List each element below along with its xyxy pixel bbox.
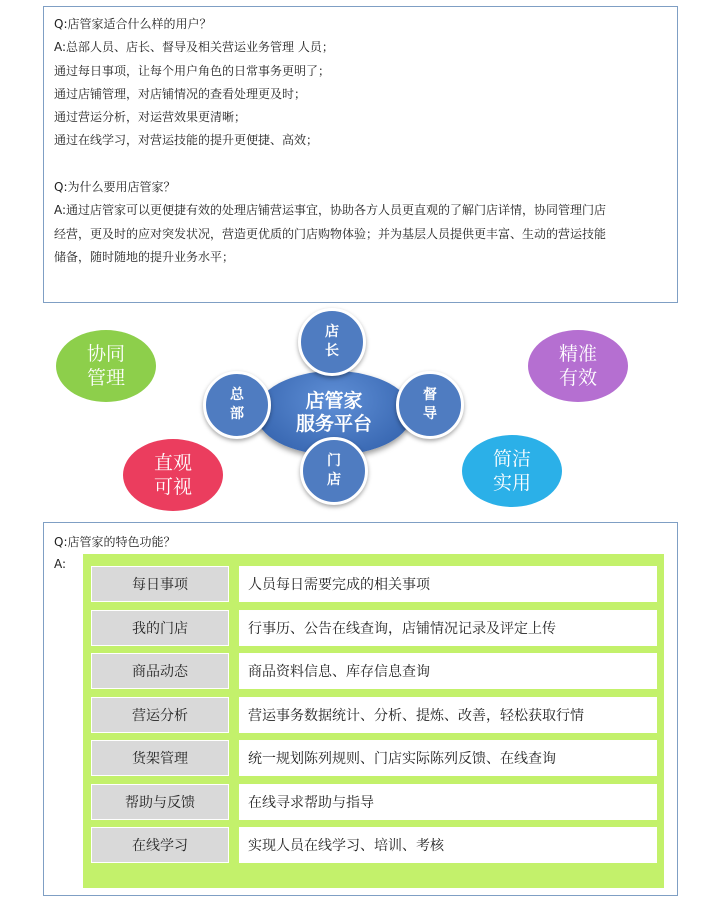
tag-precise-effective: 精准 有效: [528, 330, 628, 402]
features-panel: [43, 522, 678, 896]
faq-answer-1-line: 通过店铺管理，对店铺情况的查看处理更及时；: [54, 86, 307, 101]
faq-answer-2-line: 经营，更及时的应对突发状况，营造更优质的门店购物体验；并为基层人员提供更丰富、生动的营运技能: [54, 226, 607, 241]
tag-intuitive-visual: 直观 可视: [123, 439, 223, 511]
faq-answer-1-line: 通过营运分析，对运营效果更清晰；: [54, 110, 247, 125]
tag-collaborative-management: 协同 管理: [56, 330, 156, 402]
feature-name: 在线学习: [91, 827, 229, 863]
feature-name: 每日事项: [91, 566, 229, 602]
platform-diagram: [0, 305, 720, 520]
feature-description: 实现人员在线学习、培训、考核: [239, 827, 657, 863]
node-store: 门 店: [300, 437, 368, 505]
feature-name: 货架管理: [91, 740, 229, 776]
feature-description: 人员每日需要完成的相关事项: [239, 566, 657, 602]
feature-description: 统一规划陈列规则、门店实际陈列反馈、在线查询: [239, 740, 657, 776]
feature-description: 在线寻求帮助与指导: [239, 784, 657, 820]
feature-name: 帮助与反馈: [91, 784, 229, 820]
node-store-manager: 店 长: [298, 308, 366, 376]
faq-answer-2-line: A:通过店管家可以更便捷有效的处理店铺营运事宜，协助各方人员更直观的了解门店详情，协同管理门店: [54, 203, 607, 218]
faq-answer-2-line: 储备，随时随地的提升业务水平；: [54, 249, 235, 264]
faq-answer-1-line: 通过在线学习，对营运技能的提升更便捷、高效；: [54, 133, 319, 148]
feature-name: 我的门店: [91, 610, 229, 646]
faq-answer-1-line: 通过每日事项，让每个用户角色的日常事务更明了；: [54, 63, 331, 78]
feature-name: 商品动态: [91, 653, 229, 689]
node-headquarters: 总 部: [203, 371, 271, 439]
faq-question-2: Q:为什么要用店管家？: [54, 180, 176, 195]
platform-hub: 店管家 服务平台: [256, 371, 412, 455]
features-question: Q:店管家的特色功能？: [54, 535, 176, 549]
faq-answer-1-line: A:总部人员、店长、督导及相关营运业务管理 人员；: [54, 40, 334, 55]
node-supervisor: 督 导: [396, 371, 464, 439]
feature-description: 营运事务数据统计、分析、提炼、改善，轻松获取行情: [239, 697, 657, 733]
features-table: [83, 554, 664, 888]
faq-question-1: Q:店管家适合什么样的用户？: [54, 17, 212, 31]
features-answer-prefix: A:: [54, 557, 67, 571]
tag-simple-practical: 简洁 实用: [462, 435, 562, 507]
faq-spacer: [54, 153, 677, 176]
faq-panel: [43, 6, 678, 303]
feature-description: 行事历、公告在线查询，店铺情况记录及评定上传: [239, 610, 657, 646]
feature-description: 商品资料信息、库存信息查询: [239, 653, 657, 689]
feature-name: 营运分析: [91, 697, 229, 733]
